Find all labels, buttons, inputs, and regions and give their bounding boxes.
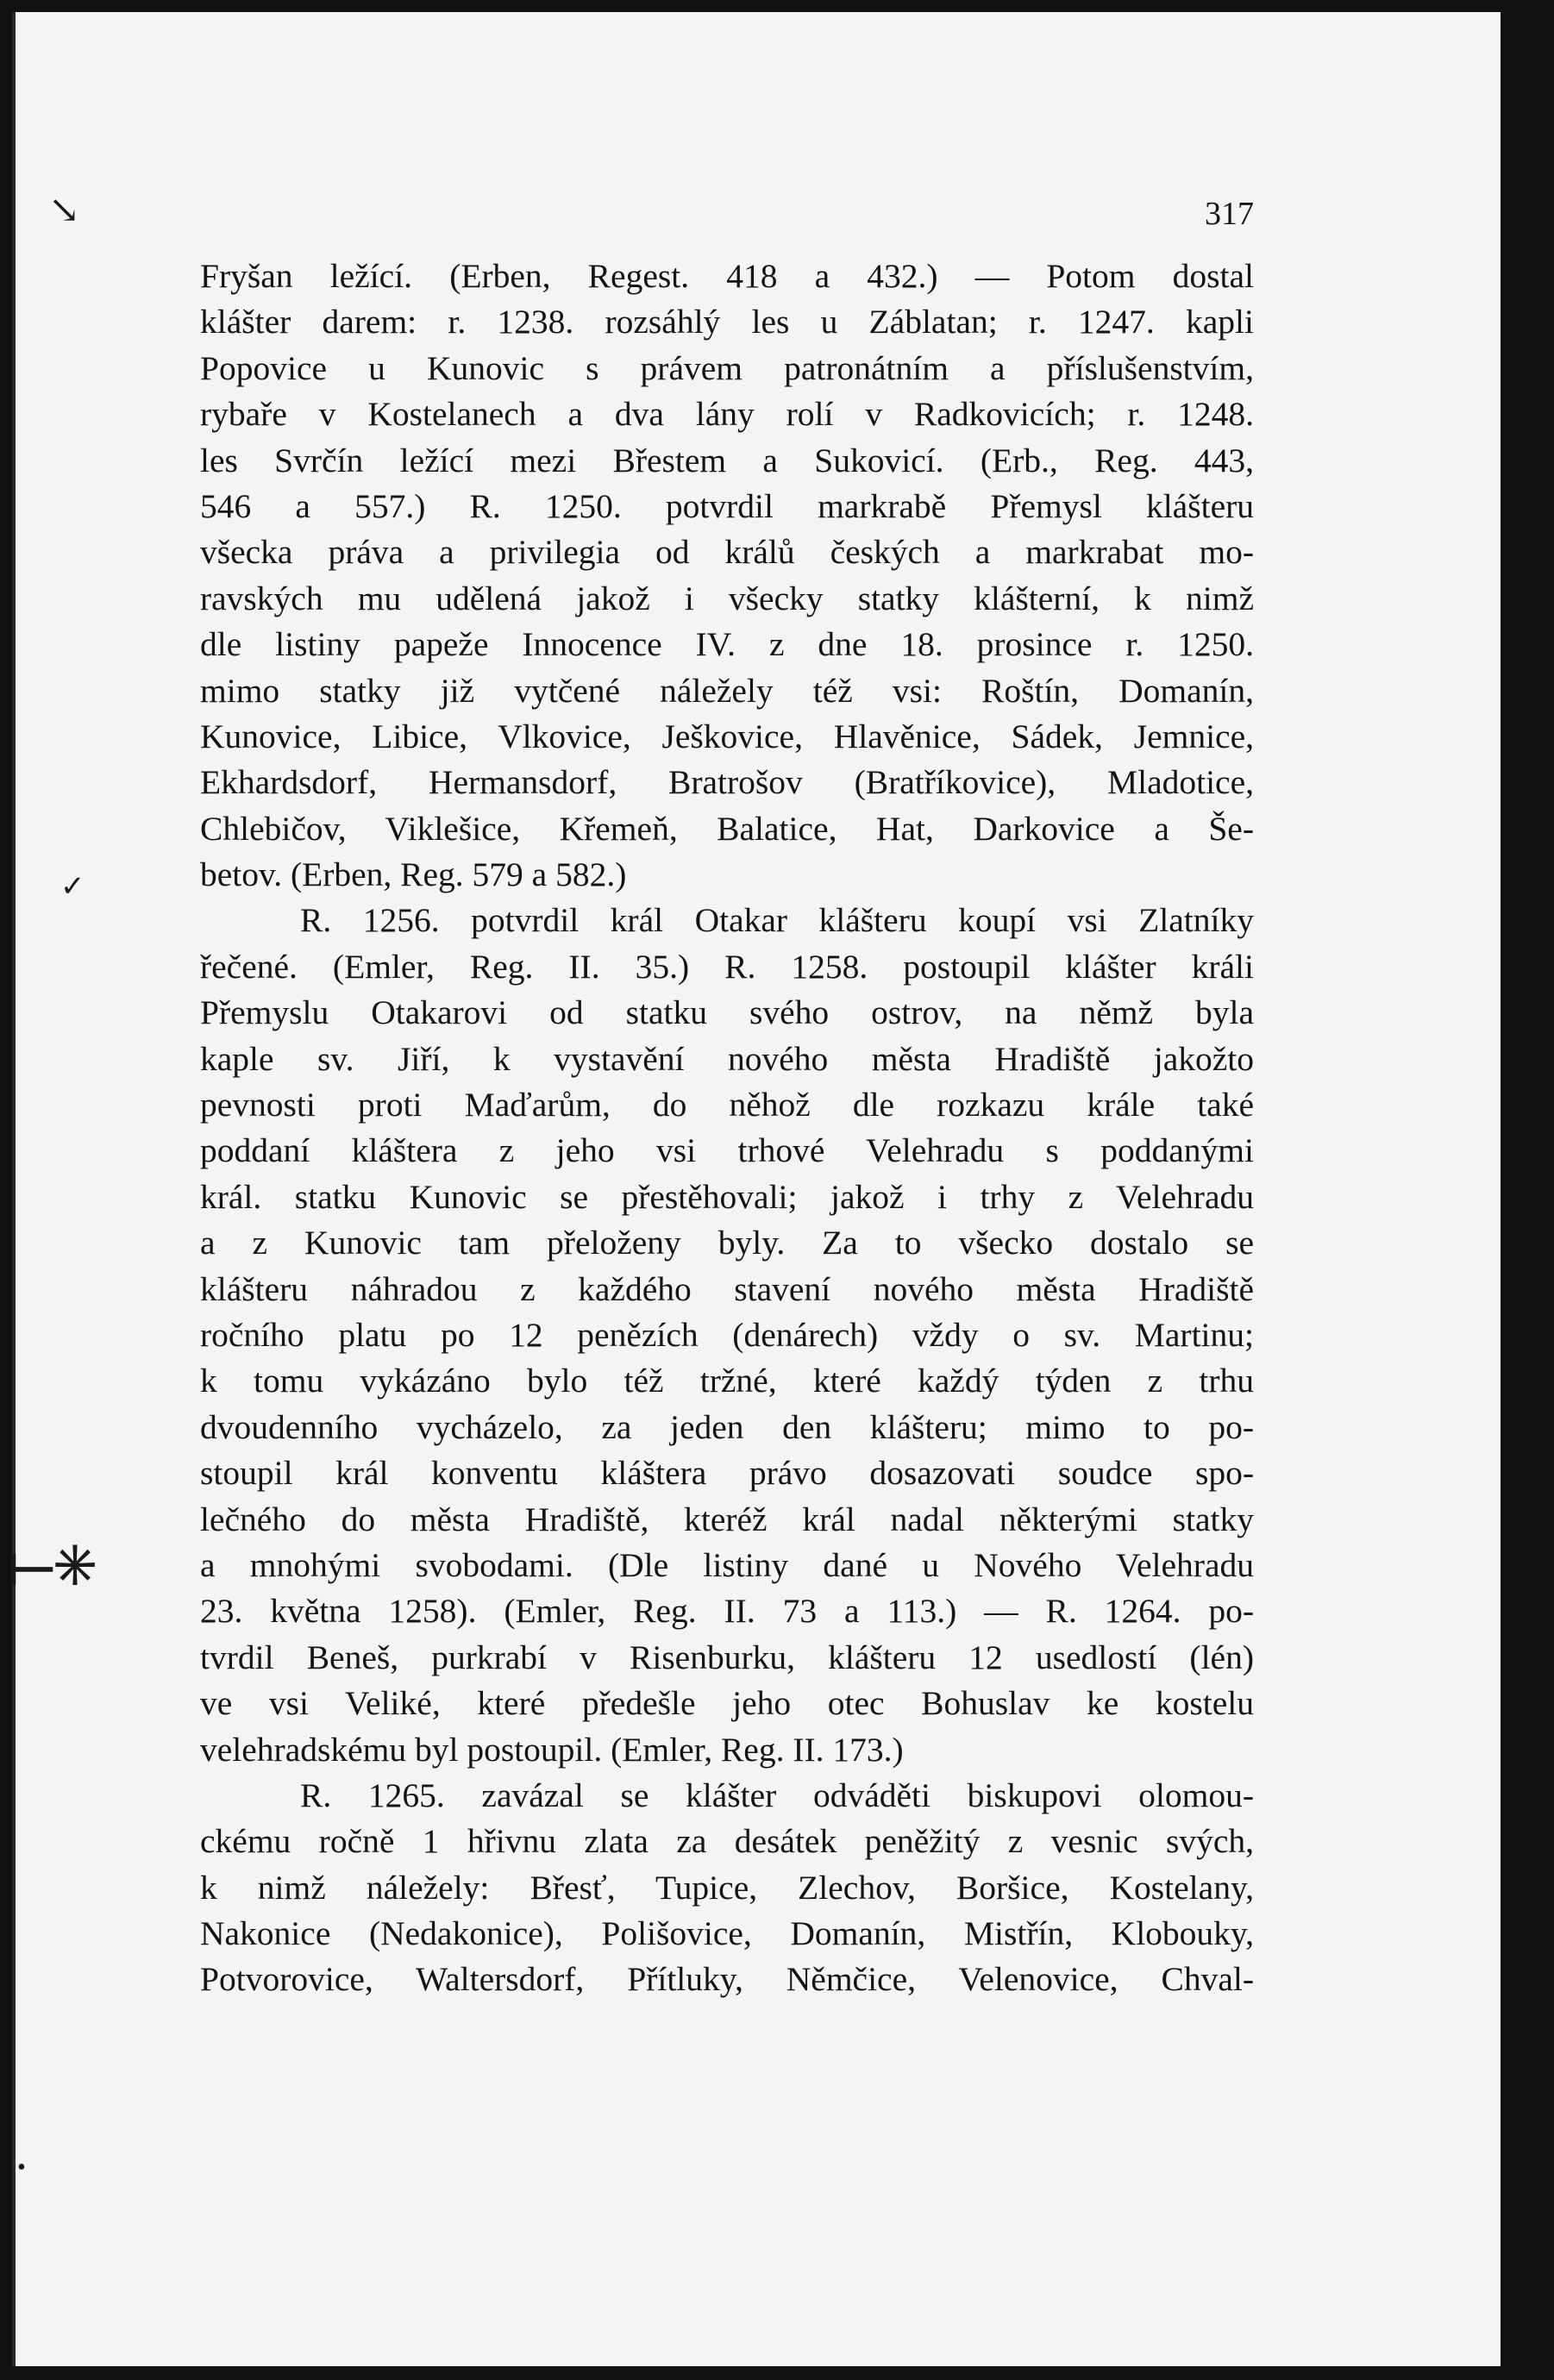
text-line: všecka práva a privilegia od králů českých a markrabat mo- <box>200 533 1254 572</box>
text-line: řečené. (Emler, Reg. II. 35.) R. 1258. postoupil klášter králi <box>200 947 1254 986</box>
text-line: ve vsi Veliké, které předešle jeho otec Bohuslav ke kostelu <box>200 1684 1254 1723</box>
text-line: kaple sv. Jiří, k vystavění nového města Hradiště jakožto <box>200 1039 1254 1078</box>
text-line: Ekhardsdorf, Hermansdorf, Bratrošov (Bratříkovice), Mladotice, <box>200 763 1254 802</box>
text-line: velehradskému byl postoupil. (Emler, Reg. II. 173.) <box>200 1730 904 1769</box>
text-line: Kunovice, Libice, Vlkovice, Ješkovice, Hlavěnice, Sádek, Jemnice, <box>200 717 1254 755</box>
text-line: betov. (Erben, Reg. 579 a 582.) <box>200 855 627 894</box>
text-line: 23. května 1258). (Emler, Reg. II. 73 a 113.) — R. 1264. po- <box>200 1592 1254 1631</box>
margin-tick-mark: ↘ <box>48 189 80 231</box>
text-line: mimo statky již vytčené náležely též vsi: Roštín, Domanín, <box>200 671 1254 710</box>
text-line: Popovice u Kunovic s právem patronátním a příslušenstvím, <box>200 348 1254 387</box>
margin-check-mark: ✓ <box>60 871 85 903</box>
text-line: klášter darem: r. 1238. rozsáhlý les u Záblatan; r. 1247. kapli <box>200 303 1254 341</box>
text-line: R. 1256. potvrdil král Otakar klášteru koupí vsi Zlatníky <box>300 901 1254 940</box>
text-line: ravských mu udělená jakož i všecky statky klášterní, k nimž <box>200 579 1254 617</box>
text-line: tvrdil Beneš, purkrabí v Risenburku, klášteru 12 usedlostí (lén) <box>200 1638 1254 1676</box>
text-line: dle listiny papeže Innocence IV. z dne 18. prosince r. 1250. <box>200 625 1254 664</box>
text-line: Fryšan ležící. (Erben, Regest. 418 a 432.) — Potom dostal <box>200 257 1254 295</box>
text-line: pevnosti proti Maďarům, do něhož dle rozkazu krále také <box>200 1086 1254 1124</box>
text-line: stoupil král konventu kláštera právo dosazovati soudce spo- <box>200 1454 1254 1493</box>
text-line: a z Kunovic tam přeloženy byly. Za to všecko dostalo se <box>200 1224 1254 1262</box>
page-number: 317 <box>1205 196 1254 232</box>
text-line: ročního platu po 12 penězích (denárech) vždy o sv. Martinu; <box>200 1315 1254 1354</box>
text-line: les Svrčín ležící mezi Břestem a Sukovicí. (Erb., Reg. 443, <box>200 441 1254 479</box>
text-line: k nimž náležely: Břesť, Tupice, Zlechov, Boršice, Kostelany, <box>200 1868 1254 1907</box>
margin-dot: • <box>17 2154 26 2181</box>
text-line: Chlebičov, Viklešice, Křemeň, Balatice, Hat, Darkovice a Še- <box>200 809 1254 848</box>
text-line: 546 a 557.) R. 1250. potvrdil markrabě Přemysl klášteru <box>200 486 1254 525</box>
text-line: král. statku Kunovic se přestěhovali; jakož i trhy z Velehradu <box>200 1177 1254 1216</box>
margin-flourish-mark: ⟝✳ <box>9 1535 97 1596</box>
text-line: dvoudenního vycházelo, za jeden den klášteru; mimo to po- <box>200 1407 1254 1446</box>
text-line: klášteru náhradou z každého stavení nového města Hradiště <box>200 1269 1254 1308</box>
text-line: a mnohými svobodami. (Dle listiny dané u Nového Velehradu <box>200 1545 1254 1584</box>
text-line: Potvorovice, Waltersdorf, Přítluky, Němčice, Velenovice, Chval- <box>200 1960 1254 1999</box>
text-line: rybaře v Kostelanech a dva lány rolí v Radkovicích; r. 1248. <box>200 395 1254 434</box>
text-line: lečného do města Hradiště, kteréž král nadal některými statky <box>200 1500 1254 1538</box>
text-line: ckému ročně 1 hřivnu zlata za desátek peněžitý z vesnic svých, <box>200 1822 1254 1861</box>
text-line: Nakonice (Nedakonice), Polišovice, Domanín, Mistřín, Klobouky, <box>200 1914 1254 1953</box>
body-text <box>200 254 1254 2003</box>
text-line: Přemyslu Otakarovi od statku svého ostrov, na němž byla <box>200 993 1254 1032</box>
text-line: poddaní kláštera z jeho vsi trhové Velehradu s poddanými <box>200 1131 1254 1170</box>
text-line: R. 1265. zavázal se klášter odváděti biskupovi olomou- <box>300 1776 1254 1814</box>
text-line: k tomu vykázáno bylo též tržné, které každý týden z trhu <box>200 1362 1254 1400</box>
